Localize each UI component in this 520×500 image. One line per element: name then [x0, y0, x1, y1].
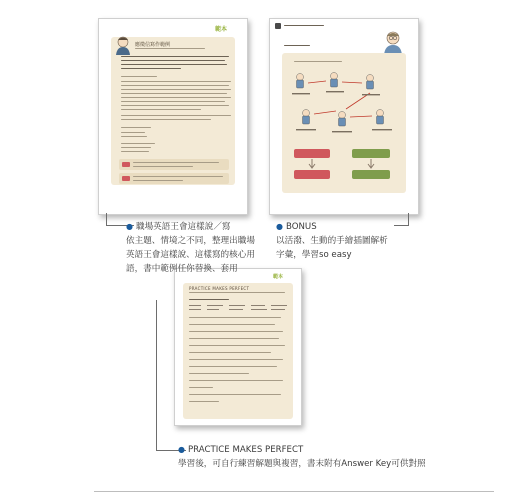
caption-line: 依主題、情境之不同，整理出職場	[126, 236, 255, 246]
bullet-dot-icon: ●	[126, 222, 133, 231]
letter-title: 應徵信寫作範例	[135, 42, 171, 48]
section-title-bar	[284, 45, 310, 46]
diagram-panel	[282, 53, 406, 193]
bullet-dot-icon: ●	[178, 445, 185, 454]
employment-process-diagram	[286, 67, 402, 143]
sample-page-bonus	[269, 18, 419, 215]
caption-line: 以活潑、生動的手繪插圖解析	[276, 236, 388, 246]
caption-letter-writing	[126, 220, 255, 276]
down-arrow-icon	[308, 159, 316, 169]
caption-line: 字彙，學習so easy	[276, 250, 352, 260]
vocab-bubble-red	[294, 149, 330, 158]
businessman-illustration-icon	[113, 35, 133, 55]
vocab-bubble-green	[352, 170, 390, 179]
bullet-dot-icon: ●	[276, 222, 283, 231]
book-logo: 範本	[273, 274, 284, 280]
vocab-bubble-red	[294, 170, 330, 179]
book-logo: 範本	[215, 26, 228, 33]
caption-heading: 職場英語王會這樣說／寫	[135, 222, 231, 232]
practice-panel	[183, 283, 293, 419]
connector-line	[408, 213, 409, 225]
connector-line	[106, 213, 107, 225]
cartoon-man-icon	[380, 29, 406, 55]
bottom-divider	[94, 491, 494, 492]
caption-heading: PRACTICE MAKES PERFECT	[187, 445, 304, 455]
caption-line: 學習後，可自行練習解題與複習，書末附有Answer Key可供對照	[178, 459, 426, 469]
page-number-badge	[275, 23, 281, 29]
running-head	[284, 25, 324, 26]
caption-line: 語，書中範例任你替換、套用	[126, 264, 238, 274]
tip-box	[119, 159, 229, 170]
vocab-bubble-green	[352, 149, 390, 158]
down-arrow-icon	[367, 159, 375, 169]
tip-box	[119, 173, 229, 184]
caption-line: 英語王會這樣說、這樣寫的核心用	[126, 250, 255, 260]
caption-heading: BONUS	[285, 222, 317, 232]
practice-header-title: PRACTICE MAKES PERFECT	[189, 286, 250, 291]
caption-bonus	[276, 220, 388, 262]
connector-line	[394, 225, 409, 226]
sample-page-practice	[174, 268, 302, 426]
sample-page-letter	[98, 18, 248, 215]
caption-practice	[178, 443, 426, 471]
connector-line	[156, 300, 157, 450]
